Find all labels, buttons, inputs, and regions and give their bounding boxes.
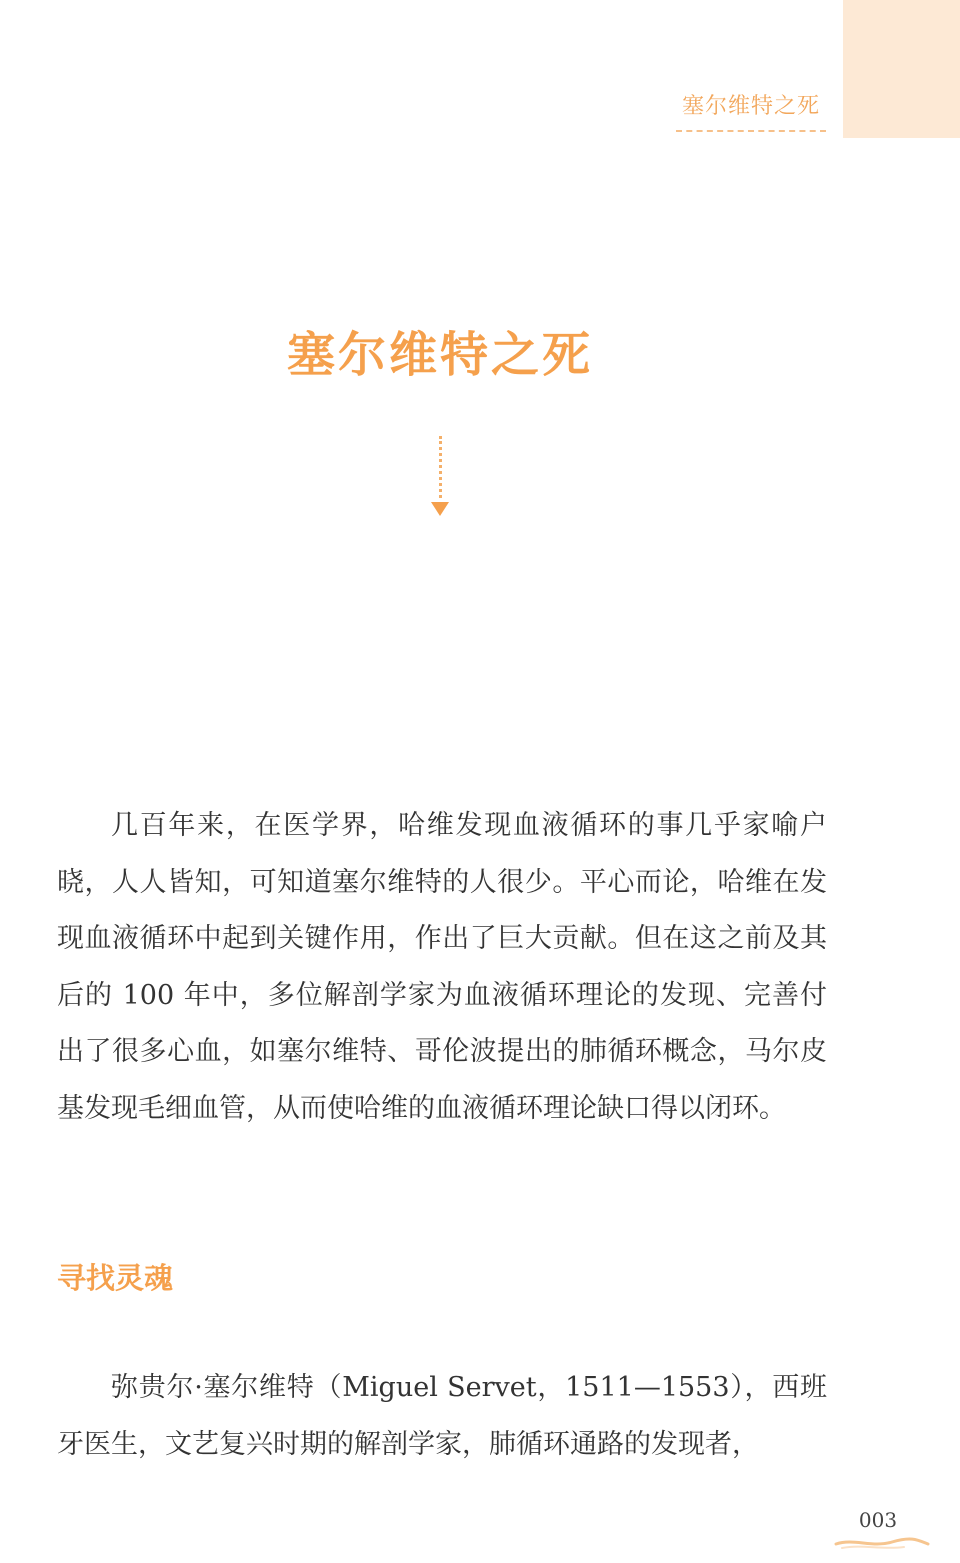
body-paragraph-2: 弥贵尔·塞尔维特（Miguel Servet，1511—1553），西班牙医生，文艺复兴时期的解剖学家，肺循环通路的发现者，: [57, 1372, 827, 1460]
section-heading: 寻找灵魂: [57, 1261, 174, 1295]
page-number: 003: [858, 1508, 898, 1532]
body-paragraph-1: 几百年来，在医学界，哈维发现血液循环的事几乎家喻户晓，人人皆知，可知道塞尔维特的人很少。平心而论，哈维在发现血液循环中起到关键作用，作出了巨大贡献。但在这之前及其后的 100 年中，多位解剖学家为血液循环理论的发现、完善付出了很多心血，如塞尔维特、哥伦波提出的肺循环概念，马尔皮基发现毛细血管，从而使哈维的血液循环理论缺口得以闭环。: [57, 810, 827, 1124]
running-header: 塞尔维特之死: [676, 92, 826, 132]
arrow-head: [431, 502, 449, 516]
corner-tab: [843, 0, 960, 138]
page-number-swoosh: [832, 1532, 932, 1552]
chapter-title: 塞尔维特之死: [286, 327, 593, 383]
arrow-dotted-line: [439, 436, 442, 498]
